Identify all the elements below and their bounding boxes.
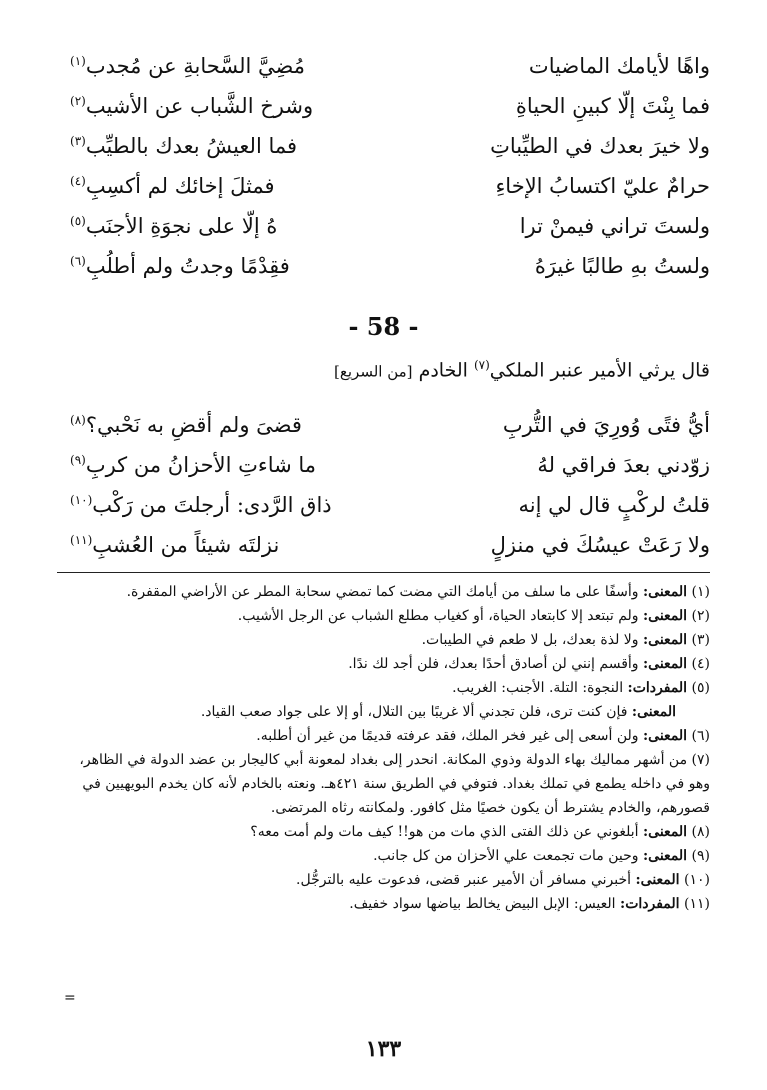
footnote-number: (١) (691, 584, 710, 600)
verse-second-hemistich (70, 254, 390, 278)
footnote-term: المعنى: (643, 728, 688, 744)
footnotes (55, 580, 710, 916)
verse-line (70, 126, 710, 166)
margin-mark: = (64, 990, 76, 1006)
footnote-text: أخبرني مسافر أن الأمير عنبر قضى، فدعوت عليه بالترجُّل. (296, 872, 632, 888)
hemistich-text: فقِدْمًا وجدتُ ولم أطلُبِ (85, 254, 290, 278)
verse-line (70, 86, 710, 126)
verse-second-hemistich (70, 54, 390, 78)
footnote-ref: (١٠) (70, 493, 93, 507)
intro-text: قال يرثي الأمير عنبر الملكي (489, 359, 710, 382)
footnote-term: المعنى: (643, 608, 688, 624)
footnote-number: (١٠) (684, 872, 710, 888)
footnote-divider (57, 572, 710, 573)
footnote-number: (٥) (691, 680, 710, 696)
verse-line (70, 246, 710, 286)
footnote-text: ولم تبتعد إلا كابتعاد الحياة، أو كغياب مطلع الشباب عن الرجل الأشيب. (237, 608, 639, 624)
verse-first-hemistich: حرامٌ عليّ اكتسابُ الإخاءِ (495, 174, 710, 198)
verse-line (70, 166, 710, 206)
footnote-number: (٨) (691, 824, 710, 840)
verse-line (70, 206, 710, 246)
elegy-poem (70, 405, 710, 565)
footnote-term: المعنى: (643, 656, 688, 672)
verse-line (70, 525, 710, 565)
footnote (55, 580, 710, 604)
verse-line (70, 405, 710, 445)
footnote-ref: (٨) (70, 413, 86, 427)
footnote (55, 868, 710, 892)
hemistich-text: ذاق الرَّدى: أرجلتَ من رَكْب (92, 493, 332, 517)
hemistich-text: نزلتَه شيئاً من العُشبِ (92, 533, 280, 557)
footnote-text: وأسفًا على ما سلف من أيامك التي مضت كما تمضي سحابة المطر عن الأراضي المقفرة. (126, 584, 639, 600)
meter-label: [من السريع] (334, 362, 413, 381)
verse-first-hemistich: أيُّ فتًى وُورِيَ في التُّربِ (502, 413, 710, 437)
verse-first-hemistich: ولا خيرَ بعدك في الطيِّباتِ (490, 134, 710, 158)
verse-second-hemistich (70, 214, 390, 238)
footnote (55, 892, 710, 916)
poem-continuation (70, 46, 710, 286)
footnote-number: (١١) (684, 896, 710, 912)
section-number: - 58 - (348, 312, 419, 341)
footnote-text: العيس: الإبل البيض يخالط بياضها سواد خفيف. (349, 896, 616, 912)
footnote-ref: (١) (70, 54, 86, 68)
footnote (55, 604, 710, 628)
hemistich-text: هُ إلّا على نجوَةِ الأجنَب (85, 214, 278, 238)
verse-second-hemistich (70, 493, 390, 517)
footnote (55, 676, 710, 700)
intro-after: الخادم (418, 359, 468, 382)
verse-line (70, 46, 710, 86)
footnote-ref: (٢) (70, 94, 86, 108)
footnote-ref: (٤) (70, 174, 86, 188)
footnote-text: النجوة: التلة. الأجنب: الغريب. (452, 680, 624, 696)
verse-second-hemistich (70, 134, 390, 158)
verse-first-hemistich: ولستُ بهِ طالبًا غيرَهُ (534, 254, 710, 278)
verse-line (70, 485, 710, 525)
footnote-number: (٩) (691, 848, 710, 864)
footnote (55, 844, 710, 868)
footnote (55, 628, 710, 652)
footnote-number: (٢) (691, 608, 710, 624)
hemistich-text: فما العيشُ بعدك بالطيِّب (85, 134, 298, 158)
footnote (55, 820, 710, 844)
footnote-text: أبلغوني عن ذلك الفتى الذي مات من هو!! كيف مات ولم أمت معه؟ (250, 824, 639, 840)
footnote (55, 652, 710, 676)
hemistich-text: مُضِيَّ السَّحابةِ عن مُجدب (85, 54, 305, 78)
verse-first-hemistich: فما بِنْتَ إلّا كبينِ الحياةِ (515, 94, 710, 118)
footnote-ref: (١١) (70, 533, 93, 547)
page-number: ١٣٣ (365, 1036, 402, 1062)
hemistich-text: فمثلَ إخائك لم أكسِبِ (85, 174, 275, 198)
footnote-number: (٦) (691, 728, 710, 744)
verse-second-hemistich (70, 174, 390, 198)
footnote-term: المعنى: (635, 872, 680, 888)
footnote-term: المفردات: (627, 680, 688, 696)
footnote (55, 700, 710, 724)
footnote-text: ولن أسعى إلى غير فخر الملك، فقد عرفته قديمًا من غير أن أطلبه. (256, 728, 639, 744)
footnote-number: (٣) (691, 632, 710, 648)
footnote (55, 748, 710, 820)
footnote-term: المعنى: (631, 704, 676, 720)
verse-first-hemistich: ولا رَعَتْ عيسُكَ في منزلٍ (490, 533, 710, 557)
verse-second-hemistich (70, 94, 390, 118)
verse-first-hemistich: زوّدني بعدَ فراقي لهُ (537, 453, 710, 477)
footnote-text: فإن كنت ترى، فلن تجدني ألا غريبًا بين التلال، أو إلا على جواد صعب القياد. (200, 704, 628, 720)
footnote-text: من أشهر مماليك بهاء الدولة وذوي المكانة. انحدر إلى بغداد لمعونة أبي كاليجار بن عضد الدولة في الظاهر، وهو في داخله يطمع في تملك بغداد. فتوفي في الطريق سنة ٤٢١هـ. ونعته بالخادم لأنه كان يخدم البويهيين في قصورهم، والخادم يشترط أن يكون خصيًا مثل كافور. ولمكانته رثاه المرتضى. (79, 752, 710, 816)
footnote-number: (٤) (691, 656, 710, 672)
footnote-ref: (٩) (70, 453, 86, 467)
footnote-term: المعنى: (643, 848, 688, 864)
verse-first-hemistich: واهًا لأيامك الماضيات (528, 54, 710, 78)
footnote-number: (٧) (691, 752, 710, 768)
poem-intro (70, 358, 710, 381)
footnote-text: وحين مات تجمعت علي الأحزان من كل جانب. (373, 848, 639, 864)
verse-second-hemistich (70, 413, 390, 437)
footnote-ref: (٦) (70, 254, 86, 268)
hemistich-text: ما شاءتِ الأحزانُ من كربِ (85, 453, 317, 477)
footnote-text: وأقسم إنني لن أصادق أحدًا بعدك، فلن أجد لك ندًا. (348, 656, 639, 672)
verse-second-hemistich (70, 453, 390, 477)
verse-second-hemistich (70, 533, 390, 557)
footnote-term: المعنى: (643, 584, 688, 600)
verse-first-hemistich: قلتُ لركْبٍ قال لي إنه (518, 493, 710, 517)
footnote-ref: (٣) (70, 134, 86, 148)
footnote-text: ولا لذة بعدك، بل لا طعم في الطيبات. (421, 632, 639, 648)
footnote-term: المفردات: (620, 896, 680, 912)
footnote-ref: (٧) (473, 358, 490, 372)
verse-line (70, 445, 710, 485)
footnote-term: المعنى: (643, 632, 688, 648)
footnote-term: المعنى: (643, 824, 688, 840)
footnote (55, 724, 710, 748)
hemistich-text: وشرخ الشَّباب عن الأشيب (85, 94, 314, 118)
footnote-ref: (٥) (70, 214, 86, 228)
verse-first-hemistich: ولستَ تراني فيمنْ ترا (519, 214, 710, 238)
hemistich-text: قضىَ ولم أقضِ به نَحْبي؟ (85, 413, 302, 437)
